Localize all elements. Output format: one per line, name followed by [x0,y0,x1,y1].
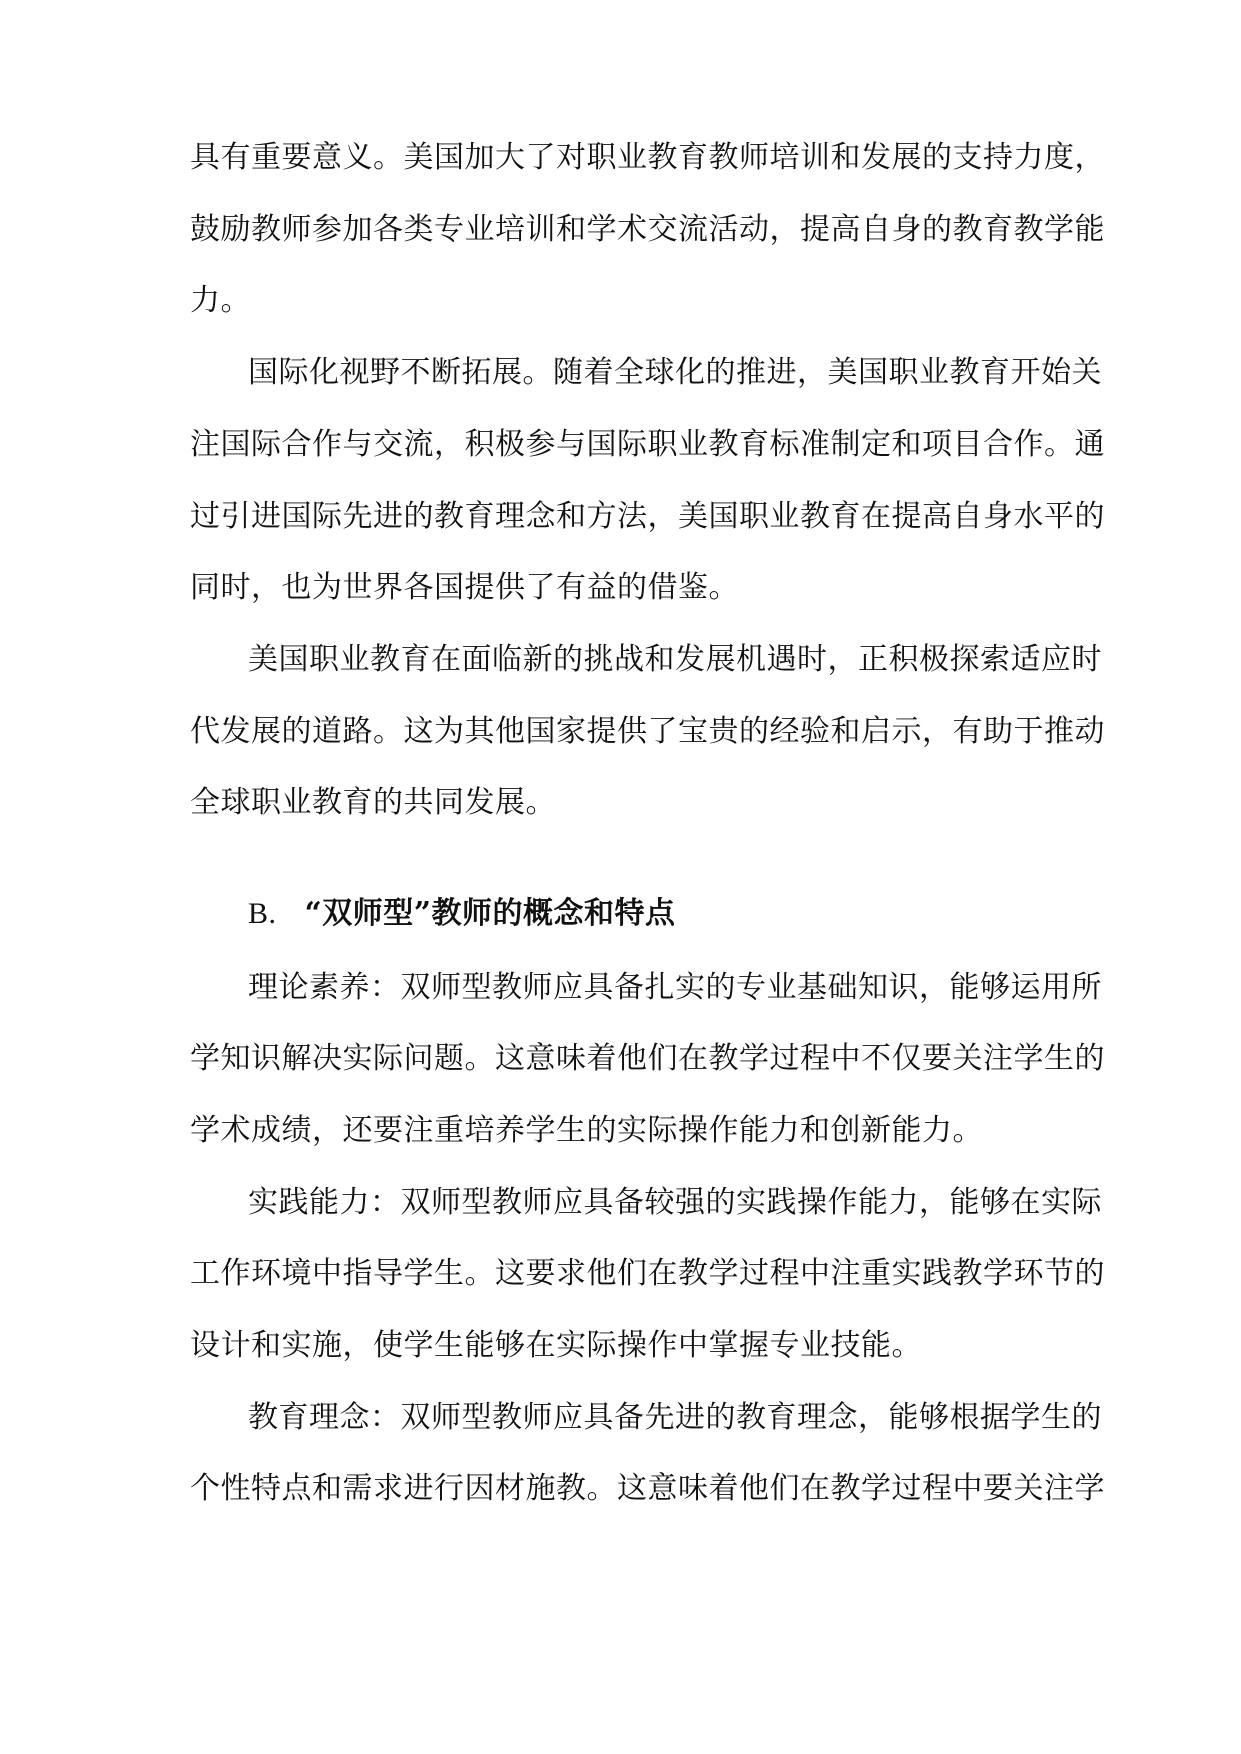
paragraph-line: 过引进国际先进的教育理念和方法，美国职业教育在提高自身水平的 [190,499,1105,534]
paragraph-line: 学术成绩，还要注重培养学生的实际操作能力和创新能力。 [190,1113,983,1148]
paragraph-line: 国际化视野不断拓展。随着全球化的推进，美国职业教育开始关 [248,355,1102,390]
paragraph-line: 同时，也为世界各国提供了有益的借鉴。 [190,570,739,605]
paragraph-line: 具有重要意义。美国加大了对职业教育教师培训和发展的支持力度， [190,140,1105,175]
paragraph-line: 鼓励教师参加各类专业培训和学术交流活动，提高自身的教育教学能 [190,212,1105,247]
paragraph-line: 美国职业教育在面临新的挑战和发展机遇时，正积极探索适应时 [248,642,1102,677]
paragraph-line: 力。 [190,283,251,318]
section-heading-title: “双师型”教师的概念和特点 [304,896,676,931]
section-heading-letter: B. [248,897,277,930]
paragraph-line: 教育理念：双师型教师应具备先进的教育理念，能够根据学生的 [248,1400,1102,1435]
paragraph-line: 个性特点和需求进行因材施教。这意味着他们在教学过程中要关注学 [190,1471,1105,1506]
paragraph-line: 学知识解决实际问题。这意味着他们在教学过程中不仅要关注学生的 [190,1041,1105,1076]
paragraph-line: 全球职业教育的共同发展。 [190,785,556,820]
section-heading [248,894,1070,934]
paragraph-line: 工作环境中指导学生。这要求他们在教学过程中注重实践教学环节的 [190,1256,1105,1291]
paragraph-line: 理论素养：双师型教师应具备扎实的专业基础知识，能够运用所 [248,970,1102,1005]
paragraph-line: 实践能力：双师型教师应具备较强的实践操作能力，能够在实际 [248,1185,1102,1220]
paragraph-line: 注国际合作与交流，积极参与国际职业教育标准制定和项目合作。通 [190,427,1105,462]
paragraph-line: 设计和实施，使学生能够在实际操作中掌握专业技能。 [190,1328,922,1363]
paragraph-line: 代发展的道路。这为其他国家提供了宝贵的经验和启示，有助于推动 [190,714,1105,749]
